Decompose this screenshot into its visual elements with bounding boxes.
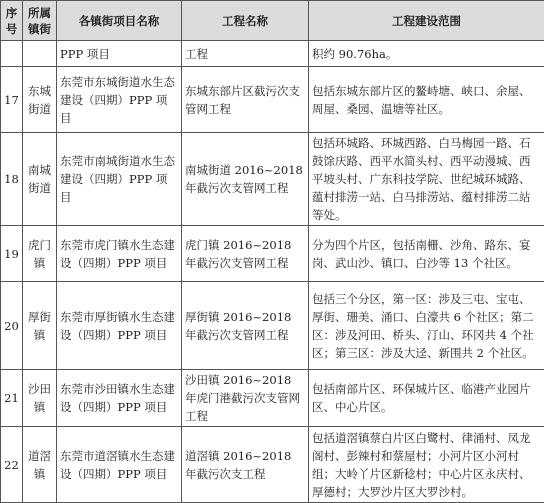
cell-seq: 19 <box>1 226 23 282</box>
cell-scope: 包括道滘镇蔡白片区白鹭村、律涌村、凤龙阁村、彭辣村和蔡屋村；小河片区小河村组；大岭丫片区新稔村；中心片区永庆村、厚德村；大罗沙片区大罗沙村。 <box>309 427 544 503</box>
cell-seq <box>1 41 23 67</box>
header-project: 各镇街项目名称 <box>57 1 182 41</box>
table-row <box>1 226 544 282</box>
cell-project: PPP 项目 <box>57 41 182 67</box>
cell-scope: 包括环城路、环城西路、白马梅园一路、石鼓馀庆路、西平水简头村、西平动漫城、西平坡头村、广东科技学院、世纪城环城路、蕴村排涝一站、白马排涝站、蕴村排涝二站等处。 <box>309 133 544 226</box>
table-row <box>1 427 544 503</box>
table-row <box>1 133 544 226</box>
cell-scope: 分为四个片区，包括南栅、沙角、路东、宴岗、武山沙、镇口、白沙等 13 个社区。 <box>309 226 544 282</box>
cell-engineering: 道滘镇 2016~2018 年截污次支工程 <box>182 427 309 503</box>
cell-engineering: 南城街道 2016~2018 年截污次支管网工程 <box>182 133 309 226</box>
cell-town: 沙田镇 <box>23 370 57 427</box>
cell-project: 东莞市虎门镇水生态建设（四期）PPP 项目 <box>57 226 182 282</box>
header-town: 所属镇街 <box>23 1 57 41</box>
cell-town: 厚街镇 <box>23 282 57 370</box>
table-row <box>1 282 544 370</box>
table-row-partial <box>1 41 544 67</box>
table-header-row <box>1 1 544 41</box>
cell-seq: 20 <box>1 282 23 370</box>
cell-town: 东城街道 <box>23 67 57 133</box>
cell-project: 东莞市东城街道水生态建设（四期）PPP 项目 <box>57 67 182 133</box>
cell-engineering: 厚街镇 2016~2018 年截污次支管网工程 <box>182 282 309 370</box>
cell-seq: 21 <box>1 370 23 427</box>
header-seq: 序号 <box>1 1 23 41</box>
table-row <box>1 370 544 427</box>
cell-seq: 17 <box>1 67 23 133</box>
cell-scope: 积约 90.76ha。 <box>309 41 544 67</box>
cell-project: 东莞市南城街道水生态建设（四期）PPP 项目 <box>57 133 182 226</box>
table-row <box>1 67 544 133</box>
cell-engineering: 虎门镇 2016~2018 年截污次支管网工程 <box>182 226 309 282</box>
cell-town: 道滘镇 <box>23 427 57 503</box>
header-scope: 工程建设范围 <box>309 1 544 41</box>
cell-engineering: 东城东部片区截污次支管网工程 <box>182 67 309 133</box>
cell-scope: 包括东城东部片区的鳌峙塘、峡口、余屋、周屋、桑园、温塘等社区。 <box>309 67 544 133</box>
cell-project: 东莞市道滘镇水生态建设（四期）PPP 项目 <box>57 427 182 503</box>
cell-engineering: 沙田镇 2016~2018 年虎门港截污次支管网工程 <box>182 370 309 427</box>
cell-town: 南城街道 <box>23 133 57 226</box>
cell-project: 东莞市沙田镇水生态建设（四期）PPP 项目 <box>57 370 182 427</box>
cell-project: 东莞市厚街镇水生态建设（四期）PPP 项目 <box>57 282 182 370</box>
cell-engineering: 工程 <box>182 41 309 67</box>
cell-town <box>23 41 57 67</box>
cell-seq: 22 <box>1 427 23 503</box>
cell-scope: 包括南部片区、环保城片区、临港产业园片区、中心片区。 <box>309 370 544 427</box>
header-engineering: 工程名称 <box>182 1 309 41</box>
cell-seq: 18 <box>1 133 23 226</box>
cell-town: 虎门镇 <box>23 226 57 282</box>
cell-scope: 包括三个分区，第一区：涉及三屯、宝屯、厚街、珊美、涌口、白濠共 6 个社区；第二区：涉及河田、桥头、汀山、环冈共 4 个社区；第三区：涉及大迳、新围共 2 个社区。 <box>309 282 544 370</box>
